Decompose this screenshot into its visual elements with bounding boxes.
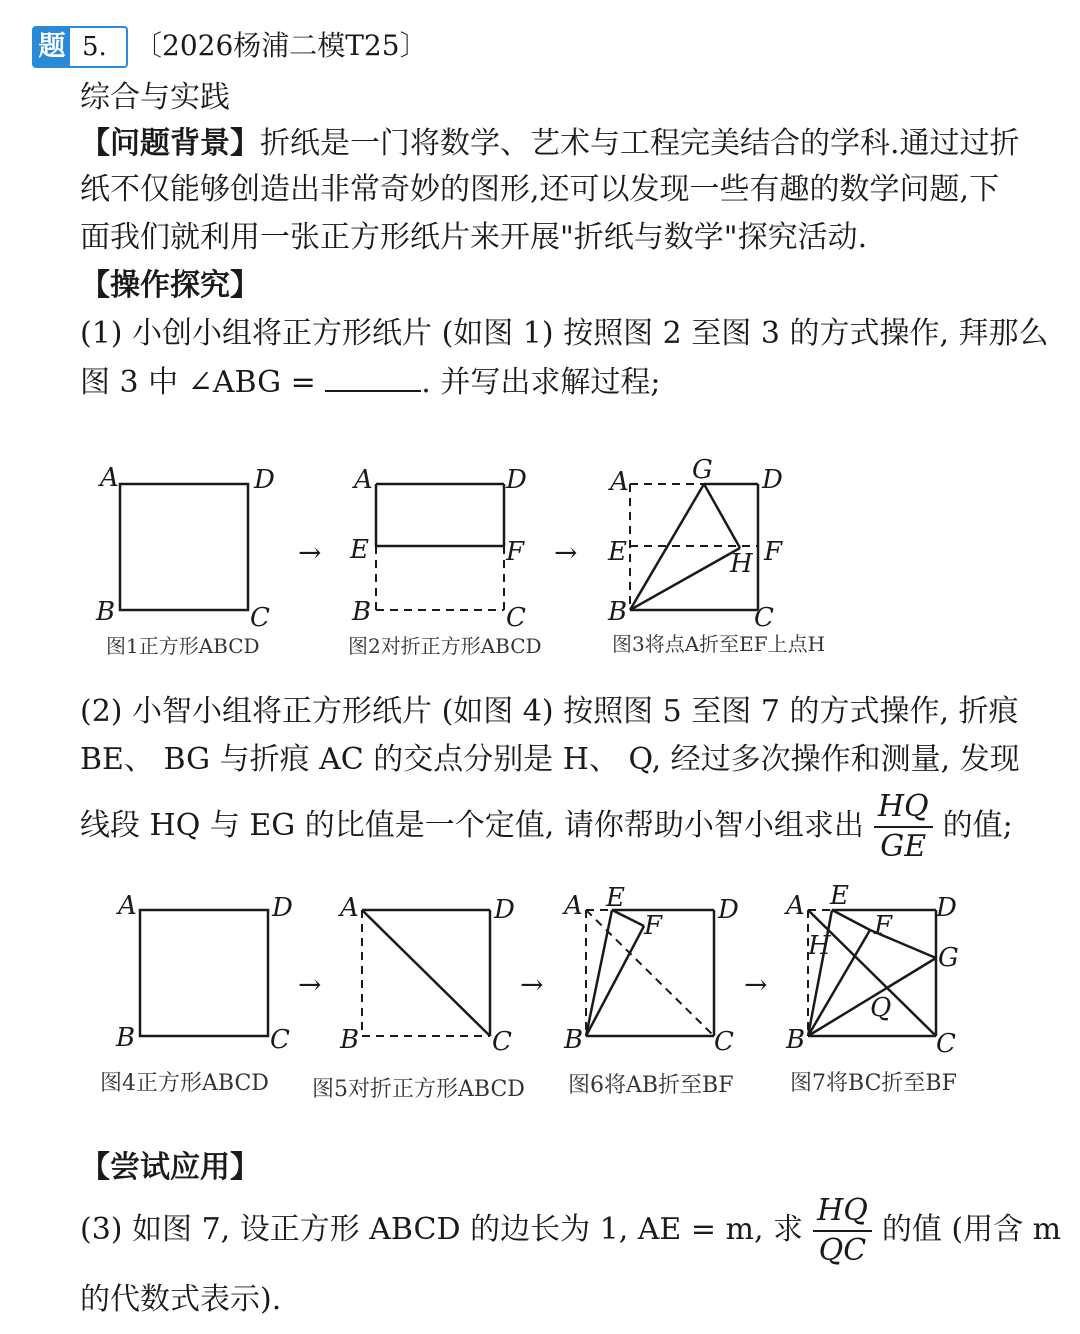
fig3-label-h: H (730, 549, 753, 579)
fig5-label-c: C (492, 1027, 512, 1057)
arrow-5-6: → (520, 968, 544, 1001)
fig6-bf (586, 926, 644, 1036)
fig3-gh (704, 484, 740, 548)
fig5-label-a: A (340, 893, 359, 923)
fig3-bh (630, 548, 740, 610)
fig1-label-d: D (254, 465, 275, 495)
fig7-label-f: F (874, 911, 893, 941)
question-number: 5. (82, 32, 107, 62)
q2-line-3-pre: 线段 HQ 与 EG 的比值是一个定值, 请你帮助小智小组求出 (80, 808, 864, 843)
fig1-caption: 图1正方形ABCD (106, 634, 260, 658)
fraction-hq-ge-numerator: HQ (874, 788, 933, 828)
arrow-6-7: → (744, 968, 768, 1001)
fraction-hq-qc (813, 1192, 872, 1270)
figure-5 (338, 893, 515, 1057)
fig2-label-b: B (352, 597, 372, 627)
fig1-label-a: A (100, 463, 119, 493)
figure-3 (607, 455, 783, 633)
fig5-label-b: B (340, 1025, 360, 1055)
fig4-square (140, 910, 268, 1036)
fig7-caption: 图7将BC折至BF (790, 1071, 957, 1096)
q1-line-2 (80, 362, 660, 403)
q3-line-2: 的代数式表示). (80, 1282, 282, 1317)
q1-line-2-post: . 并写出求解过程; (421, 365, 661, 400)
try-label: 【尝试应用】 (80, 1150, 260, 1185)
fig4-caption: 图4正方形ABCD (100, 1071, 269, 1096)
fig5-label-d: D (494, 895, 515, 925)
q3-line-1 (80, 1190, 1061, 1270)
background-line-3: 面我们就利用一张正方形纸片来开展"折纸与数学"探究活动. (80, 220, 868, 255)
fraction-hq-qc-denominator: QC (818, 1233, 867, 1268)
fig3-label-a: A (610, 467, 629, 497)
fig5-caption: 图5对折正方形ABCD (312, 1077, 525, 1102)
fig6-label-f: F (644, 911, 663, 941)
fig7-ef (832, 910, 870, 930)
fig7-label-d: D (936, 893, 957, 923)
fig3-label-b: B (608, 597, 628, 627)
fig3-label-e: E (608, 537, 627, 567)
arrow-2-3: → (554, 536, 578, 569)
figure-2 (349, 465, 527, 633)
explore-label: 【操作探究】 (80, 268, 260, 303)
fig3-caption: 图3将点A折至EF上点H (612, 632, 826, 656)
fraction-hq-ge (874, 788, 933, 866)
fig7-label-h: H (808, 931, 831, 961)
arrow-1-2: → (298, 536, 322, 569)
fig3-label-f: F (764, 537, 783, 567)
fig4-label-c: C (270, 1025, 290, 1055)
fraction-hq-qc-numerator: HQ (813, 1192, 872, 1232)
fig6-label-d: D (718, 895, 739, 925)
background-line-2: 纸不仅能够创造出非常奇妙的图形,还可以发现一些有趣的数学问题,下 (80, 172, 1000, 207)
background-text-1: 折纸是一门将数学、艺术与工程完美结合的学科.通过过折 (260, 126, 1020, 161)
fig2-label-c: C (506, 603, 526, 633)
fig6-label-a: A (564, 891, 583, 921)
fig3-label-d: D (762, 465, 783, 495)
question-source: 〔2026杨浦二模T25〕 (134, 29, 428, 62)
fig5-ac (362, 910, 490, 1036)
question-number-badge (32, 26, 128, 68)
fig2-label-d: D (506, 465, 527, 495)
q2-line-3-post: 的值; (942, 808, 1013, 843)
fig7-label-b: B (786, 1025, 806, 1055)
fraction-hq-ge-denominator: GE (880, 829, 927, 864)
fig7-label-e: E (830, 881, 849, 911)
fig6-label-e: E (606, 883, 625, 913)
fig6-caption: 图6将AB折至BF (568, 1073, 734, 1098)
fig2-caption: 图2对折正方形ABCD (348, 634, 542, 658)
fig7-label-c: C (936, 1029, 956, 1059)
fig1-label-b: B (96, 597, 116, 627)
q3-line-1-post: 的值 (用含 m (881, 1212, 1062, 1247)
fig4-label-a: A (118, 891, 137, 921)
figure-7 (784, 881, 959, 1059)
fig7-label-a: A (786, 891, 805, 921)
fig4-label-d: D (272, 893, 293, 923)
fig1-square (120, 484, 248, 610)
figure-1 (95, 463, 275, 633)
fig2-label-a: A (354, 465, 373, 495)
figure-4 (115, 891, 293, 1055)
fig3-label-c: C (754, 603, 774, 633)
fig2-label-e: E (350, 535, 369, 565)
q2-line-1: (2) 小智小组将正方形纸片 (如图 4) 按照图 5 至图 7 的方式操作, 折痕 (80, 694, 1019, 729)
figure-6 (562, 883, 739, 1057)
badge-char: 题 (34, 28, 70, 66)
arrow-4-5: → (298, 968, 322, 1001)
q1-line-2-pre: 图 3 中 ∠ABG = (80, 365, 316, 400)
section-title: 综合与实践 (80, 80, 230, 115)
fig7-label-g: G (938, 943, 959, 973)
q2-line-2: BE、 BG 与折痕 AC 的交点分别是 H、 Q, 经过多次操作和测量, 发现 (80, 742, 1020, 777)
q2-line-3 (80, 786, 1013, 866)
q1-line-1: (1) 小创小组将正方形纸片 (如图 1) 按照图 2 至图 3 的方式操作, 拜那么 (80, 316, 1049, 351)
fig1-label-c: C (250, 603, 270, 633)
fig3-label-g: G (692, 455, 713, 485)
q3-line-1-pre: (3) 如图 7, 设正方形 ABCD 的边长为 1, AE = m, 求 (80, 1212, 804, 1247)
background-label: 【问题背景】 (80, 126, 260, 161)
fig6-label-b: B (564, 1025, 584, 1055)
background-line-1 (80, 124, 1020, 164)
fig4-label-b: B (116, 1023, 136, 1053)
fig6-label-c: C (714, 1027, 734, 1057)
fig6-be (586, 910, 612, 1036)
fig7-label-q: Q (870, 993, 892, 1023)
answer-blank[interactable] (325, 362, 421, 392)
fig2-label-f: F (506, 537, 525, 567)
